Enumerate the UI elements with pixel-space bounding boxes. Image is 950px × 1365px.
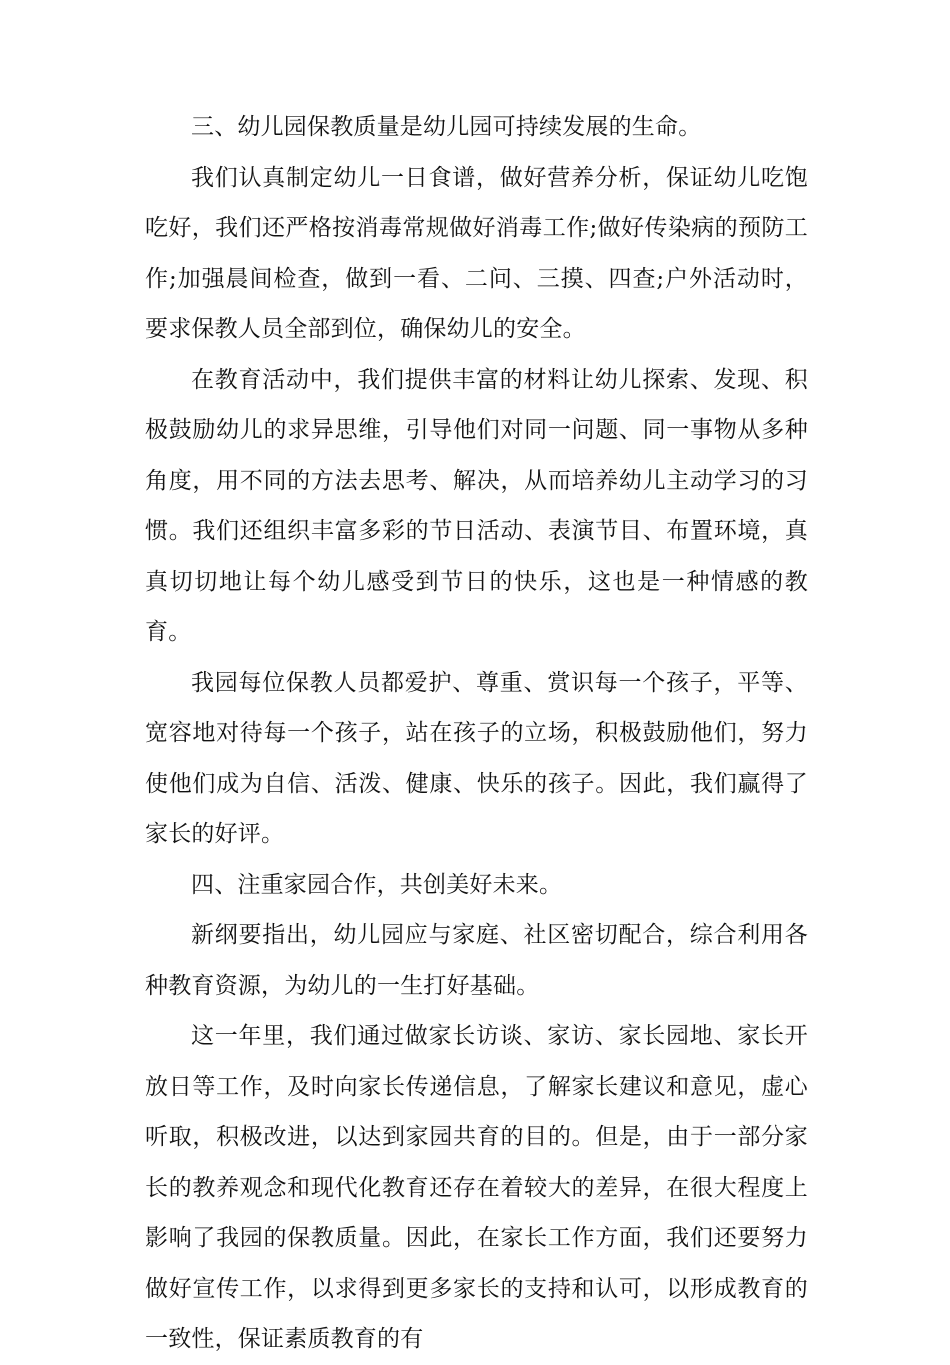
paragraph-parent-work: 这一年里，我们通过做家长访谈、家访、家长园地、家长开放日等工作，及时向家长传递信息，了解家长建议和意见，虚心听取，积极改进，以达到家园共育的目的。但是，由于一部分家长的教养观念和现代化教育还存在着较大的差异，在很大程度上影响了我园的保教质量。因此，在家长工作方面，我们还要努力做好宣传工作，以求得到更多家长的支持和认可，以形成教育的一致性，保证素质教育的有 (145, 1023, 808, 1352)
section-heading-3: 三、幼儿园保教质量是幼儿园可持续发展的生命。 (191, 114, 702, 140)
paragraph-staff-care: 我园每位保教人员都爱护、尊重、赏识每一个孩子，平等、宽容地对待每一个孩子，站在孩子的立场，积极鼓励他们，努力使他们成为自信、活泼、健康、快乐的孩子。因此，我们赢得了家长的好评。 (145, 669, 808, 847)
paragraph-nutrition-hygiene: 我们认真制定幼儿一日食谱，做好营养分析，保证幼儿吃饱吃好，我们还严格按消毒常规做好消毒工作;做好传染病的预防工作;加强晨间检查，做到一看、二问、三摸、四查;户外活动时，要求保教人员全部到位，确保幼儿的安全。 (145, 164, 808, 342)
paragraph-education-activities: 在教育活动中，我们提供丰富的材料让幼儿探索、发现、积极鼓励幼儿的求异思维，引导他们对同一问题、同一事物从多种角度，用不同的方法去思考、解决，从而培养幼儿主动学习的习惯。我们还组织丰富多彩的节日活动、表演节目、布置环境，真真切切地让每个幼儿感受到节日的快乐，这也是一种情感的教育。 (145, 366, 808, 645)
section-heading-4: 四、注重家园合作，共创美好未来。 (191, 871, 563, 898)
paragraph-new-guideline: 新纲要指出，幼儿园应与家庭、社区密切配合，综合利用各种教育资源，为幼儿的一生打好基础。 (145, 922, 808, 999)
